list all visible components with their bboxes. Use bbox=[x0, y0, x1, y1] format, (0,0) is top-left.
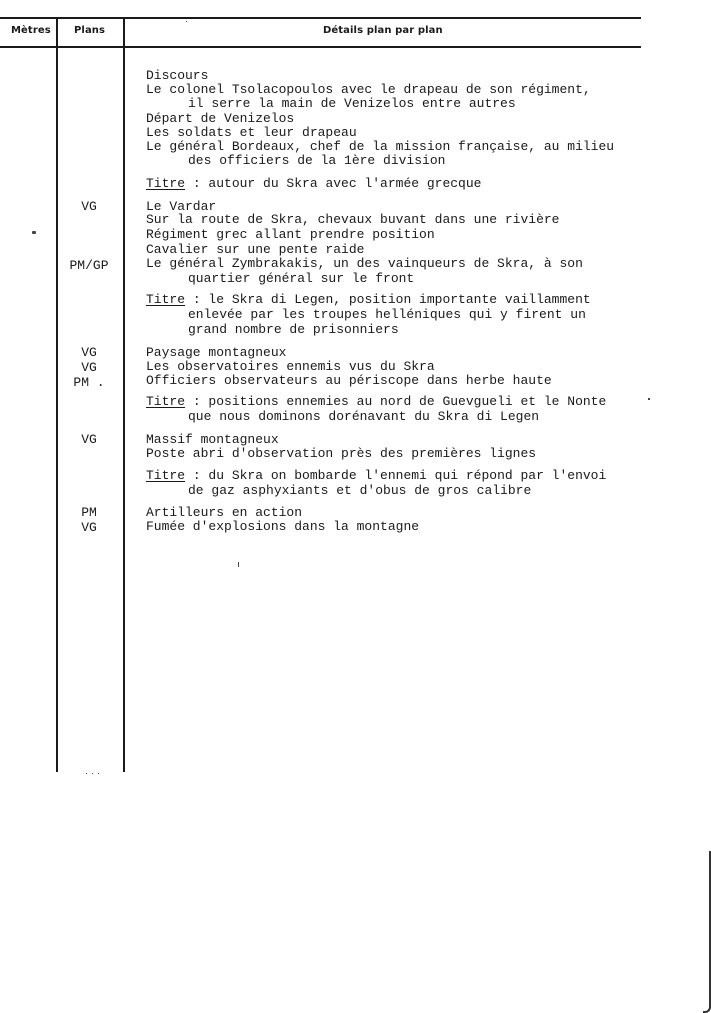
intertitle bbox=[146, 292, 591, 307]
plan-code: VG bbox=[81, 345, 97, 360]
detail-line: Officiers observateurs au périscope dans herbe haute bbox=[146, 373, 552, 388]
column-divider-plans bbox=[123, 17, 125, 772]
column-divider-metres bbox=[56, 17, 58, 772]
plan-code: PM . bbox=[73, 375, 105, 390]
detail-line: Le général Bordeaux, chef de la mission française, au milieu bbox=[146, 139, 615, 154]
intertitle-continuation: de gaz asphyxiants et d'obus de gros calibre bbox=[188, 483, 532, 498]
intertitle-label: Titre bbox=[146, 176, 186, 191]
detail-line: Poste abri d'observation près des premières lignes bbox=[146, 446, 537, 461]
header-plans: Plans bbox=[74, 25, 106, 36]
header-metres: Mètres bbox=[11, 25, 51, 36]
table-top-rule bbox=[0, 17, 641, 19]
plan-code: VG bbox=[81, 199, 97, 214]
detail-line: Discours bbox=[146, 68, 209, 83]
table-header-rule bbox=[0, 46, 641, 48]
plan-code: PM bbox=[81, 505, 97, 520]
intertitle-text: : du Skra on bombarde l'ennemi qui répond par l'envoi bbox=[185, 468, 607, 483]
detail-line: Fumée d'explosions dans la montagne bbox=[146, 519, 420, 534]
detail-line: Massif montagneux bbox=[146, 432, 279, 447]
detail-line: Paysage montagneux bbox=[146, 345, 287, 360]
detail-continuation: des officiers de la 1ère division bbox=[188, 153, 446, 168]
detail-continuation: quartier général sur le front bbox=[188, 271, 415, 286]
scan-speck bbox=[98, 773, 99, 774]
intertitle bbox=[146, 176, 481, 191]
plan-code: VG bbox=[81, 520, 97, 535]
intertitle-text: : autour du Skra avec l'armée grecque bbox=[185, 176, 482, 191]
scan-page-edge bbox=[703, 851, 711, 1013]
detail-line: Artilleurs en action bbox=[146, 505, 303, 520]
plan-code: VG bbox=[81, 360, 97, 375]
detail-line: Les observatoires ennemis vus du Skra bbox=[146, 359, 435, 374]
intertitle bbox=[146, 468, 606, 483]
scan-speck bbox=[86, 773, 87, 774]
intertitle-text: : le Skra di Legen, position importante vaillamment bbox=[185, 292, 591, 307]
detail-line: Le général Zymbrakakis, un des vainqueurs de Skra, à son bbox=[146, 256, 583, 271]
scan-speck bbox=[32, 231, 36, 234]
scan-speck bbox=[648, 398, 650, 400]
intertitle-label: Titre bbox=[146, 292, 186, 307]
scan-speck bbox=[186, 21, 187, 22]
intertitle-continuation: enlevée par les troupes helléniques qui y firent un bbox=[188, 307, 586, 322]
detail-line: Les soldats et leur drapeau bbox=[146, 125, 357, 140]
detail-line: Le Vardar bbox=[146, 199, 217, 214]
intertitle-label: Titre bbox=[146, 468, 186, 483]
scan-speck bbox=[238, 562, 239, 567]
plan-code: VG bbox=[81, 432, 97, 447]
intertitle-label: Titre bbox=[146, 394, 186, 409]
plan-code: PM/GP bbox=[69, 258, 109, 273]
detail-line: Régiment grec allant prendre position bbox=[146, 227, 435, 242]
intertitle-continuation: grand nombre de prisonniers bbox=[188, 322, 399, 337]
intertitle-text: : positions ennemies au nord de Guevgueli et le Nonte bbox=[185, 394, 607, 409]
header-details: Détails plan par plan bbox=[323, 25, 443, 36]
intertitle bbox=[146, 394, 606, 409]
scan-speck bbox=[92, 773, 93, 774]
detail-line: Départ de Venizelos bbox=[146, 111, 295, 126]
detail-line: Le colonel Tsolacopoulos avec le drapeau de son régiment, bbox=[146, 82, 591, 97]
intertitle-continuation: que nous dominons dorénavant du Skra di Legen bbox=[188, 409, 540, 424]
detail-line: Cavalier sur une pente raide bbox=[146, 242, 365, 257]
detail-line: Sur la route de Skra, chevaux buvant dans une rivière bbox=[146, 212, 560, 227]
detail-continuation: il serre la main de Venizelos entre autres bbox=[188, 96, 516, 111]
